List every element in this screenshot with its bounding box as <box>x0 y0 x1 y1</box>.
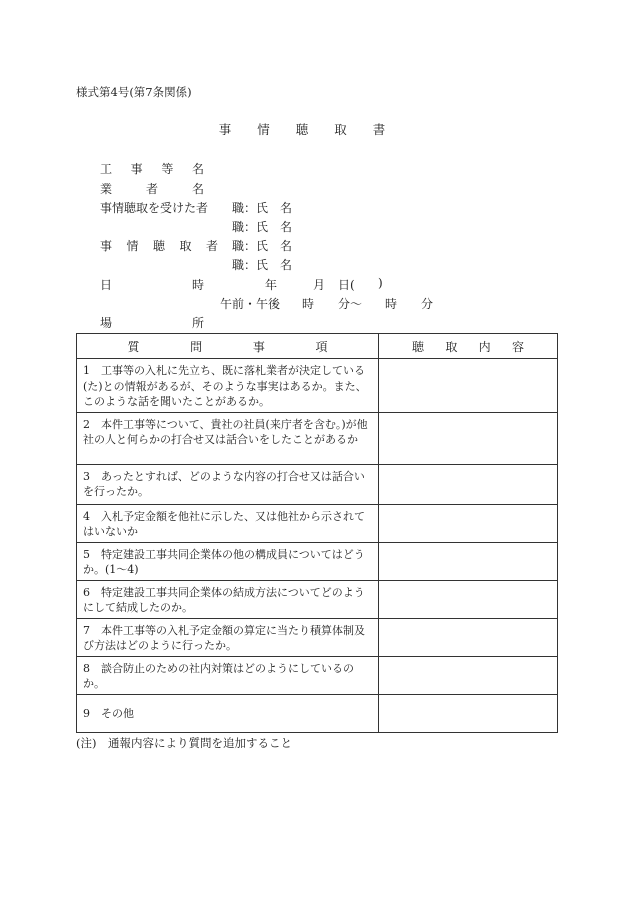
table-row <box>77 359 558 413</box>
interviewer-row-2: 職：氏 名 <box>232 258 293 272</box>
answer-cell[interactable] <box>379 359 558 413</box>
document-title-text: 事情聴取書 <box>218 122 412 137</box>
question-text: 1 工事等の入札に先立ち、既に落札業者が決定している(た)との情報があるが、そのような事実はあるか。また、このような話を聞いたことがあるか。 <box>83 364 367 408</box>
label-char: 情 <box>126 239 139 253</box>
question-cell <box>77 656 379 694</box>
project-name-label <box>100 160 204 177</box>
table-row <box>77 580 558 618</box>
answer-header-cell <box>379 334 558 359</box>
answer-header <box>412 338 524 355</box>
interviewee-row-2: 職：氏 名 <box>232 220 293 234</box>
label-char: 問 <box>190 339 203 354</box>
table-row <box>77 464 558 504</box>
answer-cell[interactable] <box>379 542 558 580</box>
question-cell <box>77 464 379 504</box>
question-text: 8 談合防止のための社内対策はどのようにしているのか。 <box>83 661 354 690</box>
label-char: 項 <box>315 339 328 354</box>
interviewee-label: 事情聴取を受けた者 <box>100 201 209 215</box>
label-char: 聴 <box>152 239 165 253</box>
month-label: 月 <box>313 278 326 292</box>
document-title <box>0 120 630 138</box>
table-row <box>77 694 558 732</box>
table-row <box>77 656 558 694</box>
question-text: 2 本件工事等について、貴社の社員(来庁者を含む。)が他社の人と何らかの打合せ又は話合いをしたことがあるか <box>83 417 368 446</box>
question-cell <box>77 412 379 464</box>
table-row <box>77 542 558 580</box>
label-char: 事 <box>252 339 265 354</box>
am-pm-label: 午前・午後 <box>220 297 281 311</box>
answer-cell[interactable] <box>379 580 558 618</box>
question-text: 9 その他 <box>83 707 134 721</box>
table-header-row <box>77 334 558 359</box>
table-row <box>77 504 558 542</box>
year-label: 年 <box>265 278 278 292</box>
label-char: 内 <box>478 339 491 354</box>
start-minute-label: 分〜 <box>338 297 363 311</box>
weekday-close-paren: ) <box>378 276 383 290</box>
interviewer-row-1: 職：氏 名 <box>232 239 293 253</box>
day-label: 日( <box>338 278 355 292</box>
label-char: 日 <box>100 278 113 292</box>
question-cell <box>77 542 379 580</box>
interviewee-row-1: 職：氏 名 <box>232 201 293 215</box>
question-text: 6 特定建設工事共同企業体の結成方法についてどのようにして結成したのか。 <box>83 585 365 614</box>
question-cell <box>77 694 379 732</box>
question-text: 7 本件工事等の入札予定金額の算定に当たり積算体制及び方法はどのように行ったか。 <box>83 623 365 652</box>
place-label <box>100 314 204 331</box>
form-number-label: 様式第4号(第7条関係) <box>76 85 192 99</box>
end-hour-label: 時 <box>385 297 398 311</box>
question-cell <box>77 359 379 413</box>
answer-cell[interactable] <box>379 656 558 694</box>
question-header <box>128 338 328 355</box>
label-char: 事 <box>130 162 143 176</box>
label-char: 名 <box>191 182 204 196</box>
label-char: 時 <box>191 278 204 292</box>
question-cell <box>77 504 379 542</box>
answer-cell[interactable] <box>379 464 558 504</box>
label-char: 等 <box>161 162 174 176</box>
footnote: (注) 通報内容により質問を追加すること <box>76 736 292 750</box>
label-char: 容 <box>511 339 524 354</box>
label-char: 者 <box>205 239 218 253</box>
answer-cell[interactable] <box>379 618 558 656</box>
answer-cell[interactable] <box>379 694 558 732</box>
question-header-cell <box>77 334 379 359</box>
answer-cell[interactable] <box>379 412 558 464</box>
company-label <box>100 180 204 197</box>
label-char: 質 <box>127 339 140 354</box>
label-char: 聴 <box>412 339 425 354</box>
question-cell <box>77 580 379 618</box>
datetime-label <box>100 276 204 293</box>
label-char: 業 <box>100 182 113 196</box>
label-char: 事 <box>100 239 113 253</box>
answer-cell[interactable] <box>379 504 558 542</box>
table-row <box>77 618 558 656</box>
end-minute-label: 分 <box>421 297 434 311</box>
label-char: 所 <box>191 316 204 330</box>
interview-table <box>76 333 558 733</box>
interviewer-label <box>100 237 218 254</box>
start-hour-label: 時 <box>302 297 315 311</box>
question-text: 3 あったとすれば、どのような内容の打合せ又は話合いを行ったか。 <box>83 469 365 498</box>
question-text: 4 入札予定金額を他社に示した、又は他社から示されてはいないか <box>83 509 365 538</box>
question-cell <box>77 618 379 656</box>
table-row <box>77 412 558 464</box>
label-char: 場 <box>100 316 113 330</box>
question-text: 5 特定建設工事共同企業体の他の構成員についてはどうか。(1〜4) <box>83 547 365 576</box>
label-char: 工 <box>100 162 113 176</box>
label-char: 名 <box>191 162 204 176</box>
label-char: 取 <box>445 339 458 354</box>
label-char: 取 <box>179 239 192 253</box>
label-char: 者 <box>145 182 158 196</box>
